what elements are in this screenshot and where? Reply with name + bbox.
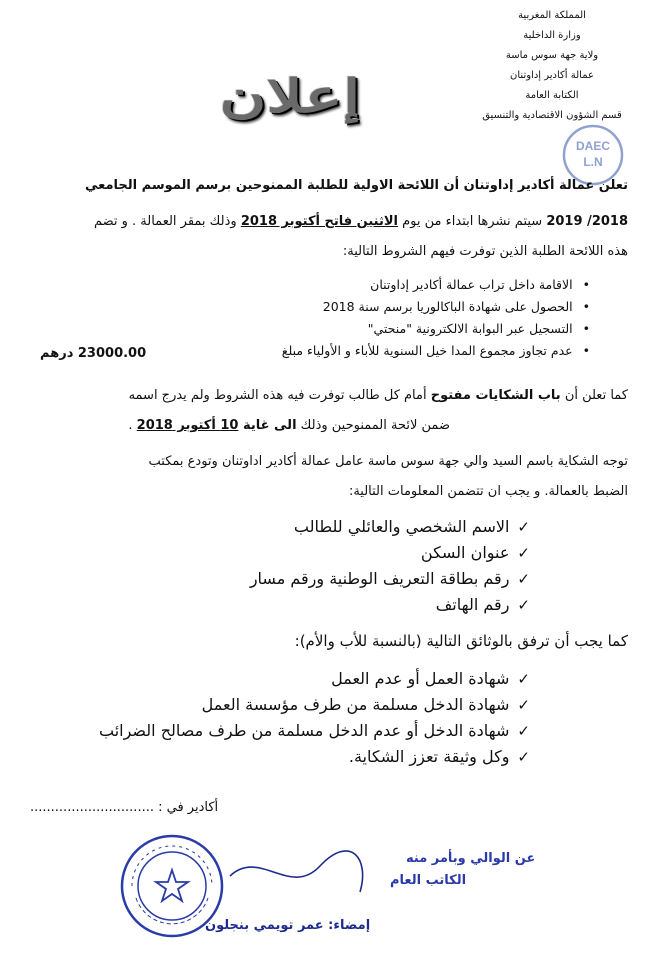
header-line: عمالة أكادير إداوتنان	[510, 70, 594, 81]
signature-line-2: الكاتب العام	[390, 873, 467, 888]
info-item-text: رقم بطاقة التعريف الوطنية ورقم مسار	[249, 569, 510, 588]
stamp-top-line1: DAEC	[575, 139, 611, 153]
signatory-name: إمضاء: عمر تويمي بنجلون	[205, 918, 371, 933]
header-line: قسم الشؤون الاقتصادية والتنسيق	[482, 110, 622, 121]
complaints-line2-start: ضمن لائحة الممنوحين وذلك	[296, 418, 450, 433]
intro-line-3: هذه اللائحة الطلبة الذين توفرت فيهم الشروط التالية:	[342, 244, 628, 259]
complaints-start: كما تعلن أن	[560, 388, 628, 403]
check-icon: ✓	[517, 696, 530, 714]
header-line: الكتابة العامة	[525, 90, 579, 101]
intro-year: 2018/ 2019	[546, 214, 628, 229]
intro-end: وذلك بمقر العمالة . و تضم	[93, 214, 241, 229]
info-items-list	[150, 514, 530, 618]
address-line-2: الضبط بالعمالة. و يجب ان تتضمن المعلومات التالية:	[348, 484, 628, 499]
check-icon: ✓	[517, 596, 530, 614]
check-icon: ✓	[517, 518, 530, 536]
header-line: المملكة المغربية	[518, 10, 586, 21]
condition-item: • الحصول على شهادة الباكالوريا برسم سنة 2018	[190, 296, 590, 318]
announcement-title	[150, 62, 430, 132]
complaints-end: أمام كل طالب توفرت فيه هذه الشروط ولم يدرج اسمه	[128, 388, 431, 403]
document-item	[110, 692, 530, 718]
place-date: أكادير في : ..............................	[30, 800, 219, 815]
complaints-line-2	[128, 418, 450, 433]
intro-line-1	[18, 178, 628, 193]
intro-line-2	[18, 214, 628, 229]
check-icon: ✓	[517, 670, 530, 688]
intro-date: الاثنين فاتح أكتوبر 2018	[240, 214, 398, 229]
intro-mid: سيتم نشرها ابتداء من يوم	[398, 214, 547, 229]
check-icon: ✓	[517, 722, 530, 740]
document-item-text: شهادة الدخل أو عدم الدخل مسلمة من طرف مصالح الضرائب	[98, 721, 510, 740]
header-line: وزارة الداخلية	[523, 30, 581, 41]
document-item-text: شهادة العمل أو عدم العمل	[331, 669, 510, 688]
complaints-line2-end: .	[128, 418, 137, 433]
document-item	[110, 666, 530, 692]
document-item	[110, 744, 530, 770]
info-item	[150, 566, 530, 592]
complaints-deadline: 10 أكتوبر 2018	[136, 418, 239, 433]
document-item-text: وكل وثيقة تعزز الشكاية.	[348, 747, 510, 766]
condition-item: • الاقامة داخل تراب عمالة أكادير إداوتنان	[190, 274, 590, 296]
complaints-bold: باب الشكايات مفتوح	[430, 388, 561, 403]
title-text: إعلان	[219, 69, 361, 124]
info-item	[150, 514, 530, 540]
info-item-text: الاسم الشخصي والعائلي للطالب	[293, 517, 510, 536]
check-icon: ✓	[517, 748, 530, 766]
stamp-top-line2: L.N	[583, 155, 603, 169]
check-icon: ✓	[517, 544, 530, 562]
signature-scribble-icon	[230, 851, 363, 892]
income-amount: 23000.00 درهم	[40, 346, 147, 361]
condition-item: • عدم تجاوز مجموع المدا خيل السنوية للأباء و الأولياء مبلغ	[190, 340, 590, 362]
condition-item: • التسجيل عبر البوابة الالكترونية "منحتي"	[190, 318, 590, 340]
info-item	[150, 592, 530, 618]
intro-line-1-text: تعلن عمالة أكادير إداوتنان أن اللائحة الاولية للطلبة الممنوحين برسم الموسم الجامعي	[84, 178, 628, 193]
signature-line-1: عن الوالي وبأمر منه	[406, 851, 536, 866]
info-item-text: عنوان السكن	[420, 543, 510, 562]
signature-block	[220, 838, 536, 908]
complaints-line2-bold: الى غاية	[238, 418, 297, 433]
address-line-1: توجه الشكاية باسم السيد والي جهة سوس ماسة عامل عمالة أكادير اداوتنان وتودع بمكتب	[148, 454, 628, 469]
check-icon: ✓	[517, 570, 530, 588]
documents-list	[98, 666, 530, 770]
document-item-text: شهادة الدخل مسلمة من طرف مؤسسة العمل	[201, 695, 510, 714]
header-line: ولاية جهة سوس ماسة	[505, 50, 599, 61]
info-item	[150, 540, 530, 566]
documents-intro: كما يجب أن ترفق بالوثائق التالية (بالنسبة للأب والأم):	[294, 632, 628, 650]
info-item-text: رقم الهاتف	[435, 595, 510, 614]
header-block	[472, 6, 632, 126]
document-item	[98, 718, 530, 744]
complaints-line-1	[18, 388, 628, 403]
conditions-list	[190, 274, 590, 362]
